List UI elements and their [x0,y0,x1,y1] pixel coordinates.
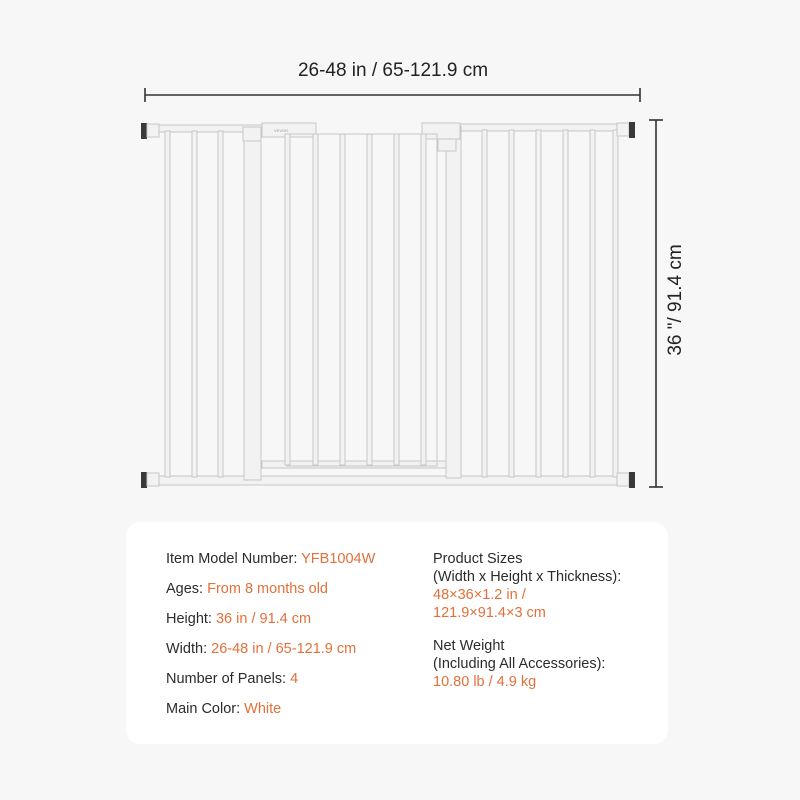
spec-value: From 8 months old [207,581,328,597]
spec-main-color [166,700,281,718]
gate-logo: VEVOR [274,128,289,133]
spec-model-number [166,550,375,568]
gate-bar [482,130,487,477]
gate-bar [340,134,345,465]
spec-value: 36 in / 91.4 cm [215,611,312,627]
gate-bar [509,130,514,477]
spec-width [166,640,356,658]
spec-label: Item Model Number: [166,551,302,567]
spec-height [166,610,311,628]
hinge-cap [243,127,261,141]
gate-bar [421,134,426,465]
latch-catch [438,139,456,151]
pressure-mount [617,472,635,488]
gate-bar [394,134,399,465]
latch-post [446,126,461,478]
spec-ages [166,580,328,598]
gate-bar [536,130,541,477]
pressure-mount [617,122,635,138]
product-sizes-subtitle: (Width x Height x Thickness): [433,569,622,585]
spec-label: Height: [166,611,216,627]
hinge-post [244,128,261,480]
pressure-mount [141,123,159,139]
product-sizes-value-inches: 48×36×1.2 in / [433,587,526,603]
spec-value: YFB1004W [301,551,376,567]
door-panel-frame [287,134,437,466]
height-dimension-label: 36 "/ 91.4 cm [665,244,686,356]
gate-bar [192,131,197,477]
pressure-mount [141,472,159,488]
spec-value: 26-48 in / 65-121.9 cm [211,641,357,657]
spec-label: Number of Panels: [166,671,291,687]
specifications-card [126,522,668,744]
gate-bar [285,134,290,465]
bottom-rail [158,476,618,485]
spec-label: Ages: [166,581,208,597]
height-dimension-line [649,120,663,487]
net-weight-title: Net Weight [433,638,505,654]
spec-label: Main Color: [166,701,245,717]
gate-frame [141,122,635,488]
product-sizes-value-cm: 121.9×91.4×3 cm [433,605,546,621]
net-weight-subtitle: (Including All Accessories): [433,656,606,672]
gate-bar [218,131,223,477]
spec-label: Width: [166,641,212,657]
product-sizes-title: Product Sizes [433,551,523,567]
spec-number-of-panels [166,670,298,688]
gate-bar [313,134,318,465]
gate-bar [590,130,595,477]
gate-bar [563,130,568,477]
spec-value: 4 [290,671,299,687]
gate-bar [367,134,372,465]
latch-handle [422,123,460,139]
net-weight-value: 10.80 lb / 4.9 kg [433,674,537,690]
width-dimension-line [145,88,640,102]
gate-bar [613,130,618,477]
gate-bar [165,131,170,477]
width-dimension-label: 26-48 in / 65-121.9 cm [297,60,489,81]
spec-value: White [244,701,282,717]
